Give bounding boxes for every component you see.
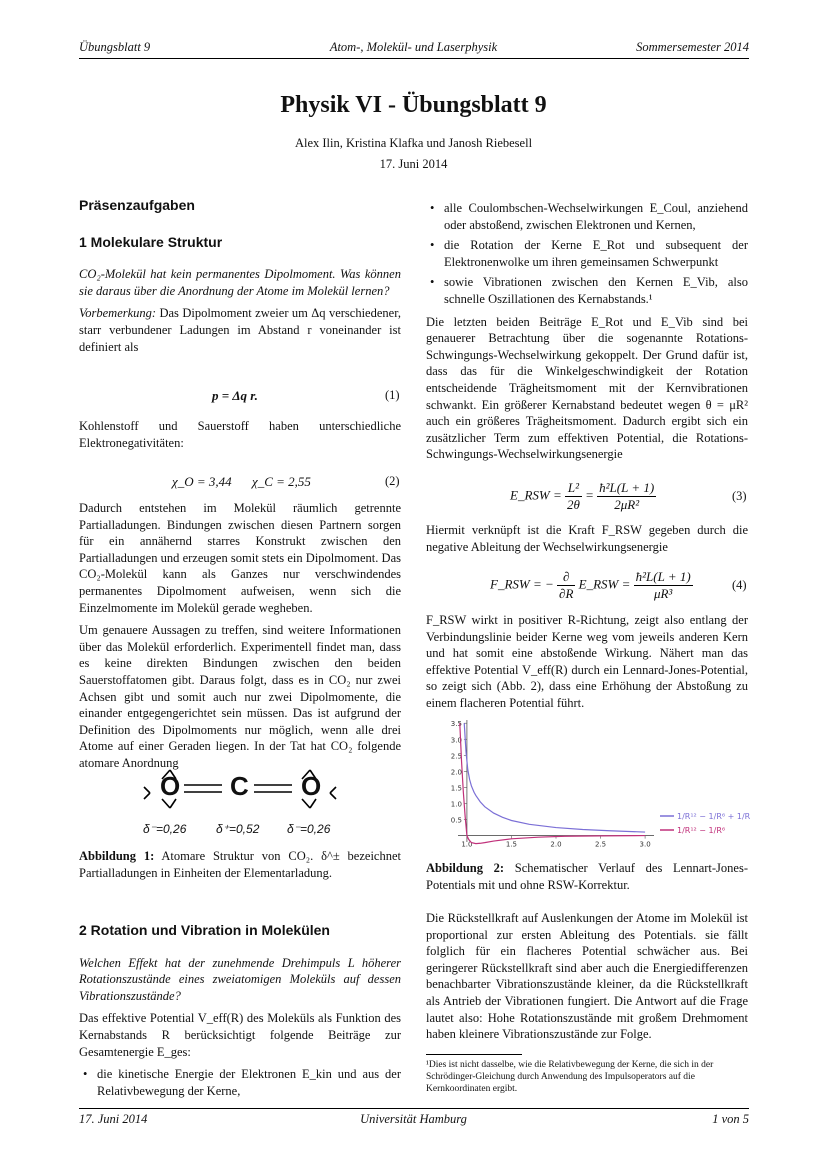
equation-3-frac1 — [565, 480, 582, 513]
figure-2-text: Schematischer Verlauf des Lennart-Jones-Potentials mit und ohne RSW-Korrektur. — [426, 861, 748, 892]
charge-o-left: δ⁻=0,26 — [143, 822, 187, 836]
y-tick-label: 2.0 — [450, 768, 462, 777]
section-1-heading: 1 Molekulare Struktur — [79, 233, 223, 250]
x-tick-label: 3.0 — [639, 840, 651, 849]
figure-1-caption — [79, 848, 401, 887]
electroneg-text — [79, 418, 401, 457]
bullet-vibration: • sowie Vibrationen zwischen den Kernen E_Vib, also schnelle Oszillationen des Kernabstands.¹ — [444, 274, 748, 307]
equation-3-lhs: E_RSW = — [510, 487, 562, 503]
question-2: Welchen Effekt hat der zunehmende Drehimpuls L höherer Rotationszustände eines zweiatomigen Moleküls auf dessen Vibrationszustände? — [79, 955, 401, 1003]
equation-4-lhs: F_RSW = − — [490, 576, 554, 592]
rueckstell-text — [426, 910, 748, 1049]
y-tick-label: 1.0 — [450, 800, 462, 809]
question-1: CO₂-Molekül hat kein permanentes Dipolmoment. Was können sie daraus über die Anordnung der Atome im Molekül lernen? — [79, 267, 401, 298]
hiermit-text — [426, 522, 748, 561]
equation-2a: χ_O = 3,44 — [172, 474, 232, 489]
bullet-kinetic: • die kinetische Energie der Elektronen E_kin und aus der Relativbewegung der Kerne, — [97, 1066, 401, 1099]
equation-1-number: (1) — [385, 388, 400, 402]
equation-1: p = Δq r. — [212, 388, 258, 403]
footnote-rule — [426, 1054, 522, 1055]
figure-1-text: Atomare Struktur von CO₂. δ^± bezeichnet Partialladungen in Einheiten der Elementarladung. — [79, 849, 401, 880]
y-tick-label: 0.5 — [450, 816, 462, 825]
electroneg-paragraph: Kohlenstoff und Sauerstoff haben unterschiedliche Elektronegativitäten: — [79, 419, 401, 450]
x-tick-label: 1.0 — [461, 840, 473, 849]
pre-remark — [79, 305, 401, 355]
eq4-frac2-num: ħ²L(L + 1) — [635, 569, 691, 584]
legend-label-1: 1/R¹² − 1/R⁶ + 1/R² — [677, 812, 750, 821]
equation-3 — [510, 480, 656, 513]
pre-remark-label: Vorbemerkung: — [79, 306, 157, 321]
eq4-frac1-num: ∂ — [557, 569, 575, 586]
y-tick-label: 3.0 — [450, 736, 462, 745]
bullet-coulomb: • alle Coulombschen-Wechselwirkungen E_Coul, anziehend oder abstoßend, zwischen Elektronen und Kernen, — [444, 200, 748, 233]
atom-c: C — [230, 771, 249, 801]
eff-paragraph: Das effektive Potential V_eff(R) des Moleküls als Funktion des Kernabstands R berücksichtigt folgende Beiträge zur Gesamtenergie E_ges: — [79, 1011, 401, 1059]
x-tick-label: 2.5 — [594, 840, 607, 849]
equation-2-number: (2) — [385, 474, 400, 488]
header-right: Sommersemester 2014 — [636, 40, 749, 54]
equation-4 — [490, 569, 693, 602]
eq3-frac1-num: L² — [565, 480, 582, 497]
eq4-frac2-den: μR³ — [653, 586, 673, 601]
x-tick-label: 1.5 — [505, 840, 518, 849]
bullet-rotation: • die Rotation der Kerne E_Rot und subsequent der Elektronenwolke um ihren gemeinsamen Schwerpunkt — [444, 237, 748, 270]
lennard-jones-chart — [424, 714, 750, 854]
section-2-heading: 2 Rotation und Vibration in Molekülen — [79, 922, 330, 938]
date: 17. Juni 2014 — [379, 157, 448, 171]
authors: Alex Ilin, Kristina Klafka und Janosh Riebesell — [294, 136, 533, 150]
equation-3-number: (3) — [732, 489, 747, 503]
dadurch-paragraph: Dadurch entstehen im Molekül räumlich getrennte Partialladungen. Bindungen zwischen diesen Partnern sorgen für ein annähernd starres Konstrukt zwischen den Partialladungen und erzeugen somit stets ein Dipolmoment. Das CO₂-Molekül kann als Ganzes nur verschwindendes permanentes Dipolmoment aufweisen, wenn sich die Einzelmomente im Molekül gerade wegheben. — [79, 501, 401, 615]
header-center: Atom-, Molekül- und Laserphysik — [329, 40, 498, 54]
page-title: Physik VI - Übungsblatt 9 — [280, 92, 547, 118]
series-line-1 — [464, 723, 645, 832]
footer-right: 1 von 5 — [712, 1112, 749, 1126]
eq3-frac2-num: ħ²L(L + 1) — [599, 480, 655, 495]
left-column-top — [79, 197, 401, 361]
figure-2-caption — [426, 860, 748, 899]
letzten-paragraph: Die letzten beiden Beiträge E_Rot und E_Vib sind bei genauerer Betrachtung über die sogenannte Rotations-Schwingungs-Wechselwirkung gekoppelt. Der Grund dafür ist, dass das für die Winkelgeschwindigkeit der Rotation entscheidende Trägheitsmoment mit der Kernvibrationen schwankt. Ein größerer Kernabstand bedeutet wegen θ = μR² auch ein größeres Trägheitsmoment. Dadurch ergibt sich ein zusätzlicher Term zum effektiven Potential, die Rotations-Schwingungs-Wechselwirkungsenergie — [426, 314, 748, 462]
header-left: Übungsblatt 9 — [79, 40, 151, 54]
lennard-jones-chart-svg — [424, 714, 750, 854]
frsw-text — [426, 612, 748, 718]
figure-2-label: Abbildung 2: — [426, 861, 505, 875]
atom-o-left: O — [160, 771, 181, 801]
heading-praesenz: Präsenzaufgaben — [79, 197, 195, 213]
right-column-top — [426, 200, 748, 469]
legend-label-2: 1/R¹² − 1/R⁶ — [677, 826, 726, 835]
equation-2b: χ_C = 2,55 — [252, 474, 311, 489]
equation-4-frac2 — [634, 569, 693, 602]
left-column-middle — [79, 500, 401, 778]
charge-c: δ⁺=0,52 — [216, 822, 260, 836]
y-tick-label: 1.5 — [450, 784, 462, 793]
eq3-frac2-den: 2μR² — [614, 497, 640, 512]
atom-o-right: O — [301, 771, 322, 801]
equation-4-number: (4) — [732, 578, 747, 592]
equation-3-eq: = — [585, 487, 594, 503]
left-column-bottom — [79, 922, 401, 1103]
y-tick-label: 2.5 — [450, 752, 462, 761]
contribution-list-cont — [426, 200, 748, 308]
equation-3-frac2 — [597, 480, 656, 513]
equation-4-mid: E_RSW = — [578, 576, 631, 592]
co2-structure — [140, 765, 340, 813]
y-tick-label: 3.5 — [450, 720, 462, 729]
series-line-2 — [460, 723, 645, 843]
footer-rule — [79, 1108, 749, 1109]
header-rule — [79, 58, 749, 59]
pre-remark-text: Das Dipolmoment zweier um Δq verschiedener, starr verbundener Ladungen im Abstand r voneinander ist definiert als — [79, 306, 401, 354]
charge-o-right: δ⁻=0,26 — [287, 822, 331, 836]
contribution-list — [79, 1066, 401, 1099]
x-tick-label: 2.0 — [550, 840, 562, 849]
equation-4-frac1 — [557, 569, 575, 602]
eq3-frac1-den: 2θ — [566, 497, 580, 512]
footer-left: 17. Juni 2014 — [79, 1112, 148, 1126]
rueckstell-paragraph: Die Rückstellkraft auf Auslenkungen der Atome im Molekül ist proportional zur ersten Ableitung des Potentials. sie fällt folglich für ein flacheres Potential schwächer aus. Bei geringerer Rückstellkraft sind aber auch die Energiedifferenzen benachbarter Vibrationszustände kleiner, da die Rückstellkraft als Antrieb der Vibrationen fungiert. Die Antwort auf die Frage lautet also: Hohe Rotationszustände mit großem Drehmoment haben kleinere Vibrationszustände zur Folge. — [426, 911, 748, 1042]
footer-center: Universität Hamburg — [360, 1112, 467, 1126]
frsw-paragraph: F_RSW wirkt in positiver R-Richtung, zeigt also entlang der Verbindungslinie beider Kerne weg vom jeweils anderen Kern und hat somit eine abstoßende Wirkung. Nähert man das effektive Potential V_eff(R) durch ein Lennard-Jones-Potential, so zeigt sich (Abb. 2), dass eine Erhöhung der Abstoßung zu einem flacheren Potential führt. — [426, 613, 748, 710]
figure-1-label: Abbildung 1: — [79, 849, 155, 863]
footnote: ¹Dies ist nicht dasselbe, wie die Relativbewegung der Kerne, die sich in der Schrödinger-Gleichung durch Anwendung des Impulsoperators auf die Kernkoordinaten ergibt. — [426, 1060, 714, 1094]
eq4-frac1-den: ∂R — [559, 586, 574, 601]
hiermit-paragraph: Hiermit verknüpft ist die Kraft F_RSW gegeben durch die negative Ableitung der Wechselwirkungsenergie — [426, 523, 748, 554]
um-paragraph: Um genauere Aussagen zu treffen, sind weitere Informationen über das Molekül erforderlich. Experimentell findet man, dass es keine direkten Bindungen zwischen den beiden Sauerstoffatomen gibt. Daraus folgt, dass es in CO₂ nur zwei Achsen gibt und somit auch nur zwei Dipolmomente, die einander entgegengerichtet sein müssen. Das ist aufgrund der Definition des Dipolmoments nur möglich, wenn alle drei Atome auf einer Geraden liegen. In der Tat hat CO₂ folgende atomare Anordnung — [79, 623, 401, 770]
